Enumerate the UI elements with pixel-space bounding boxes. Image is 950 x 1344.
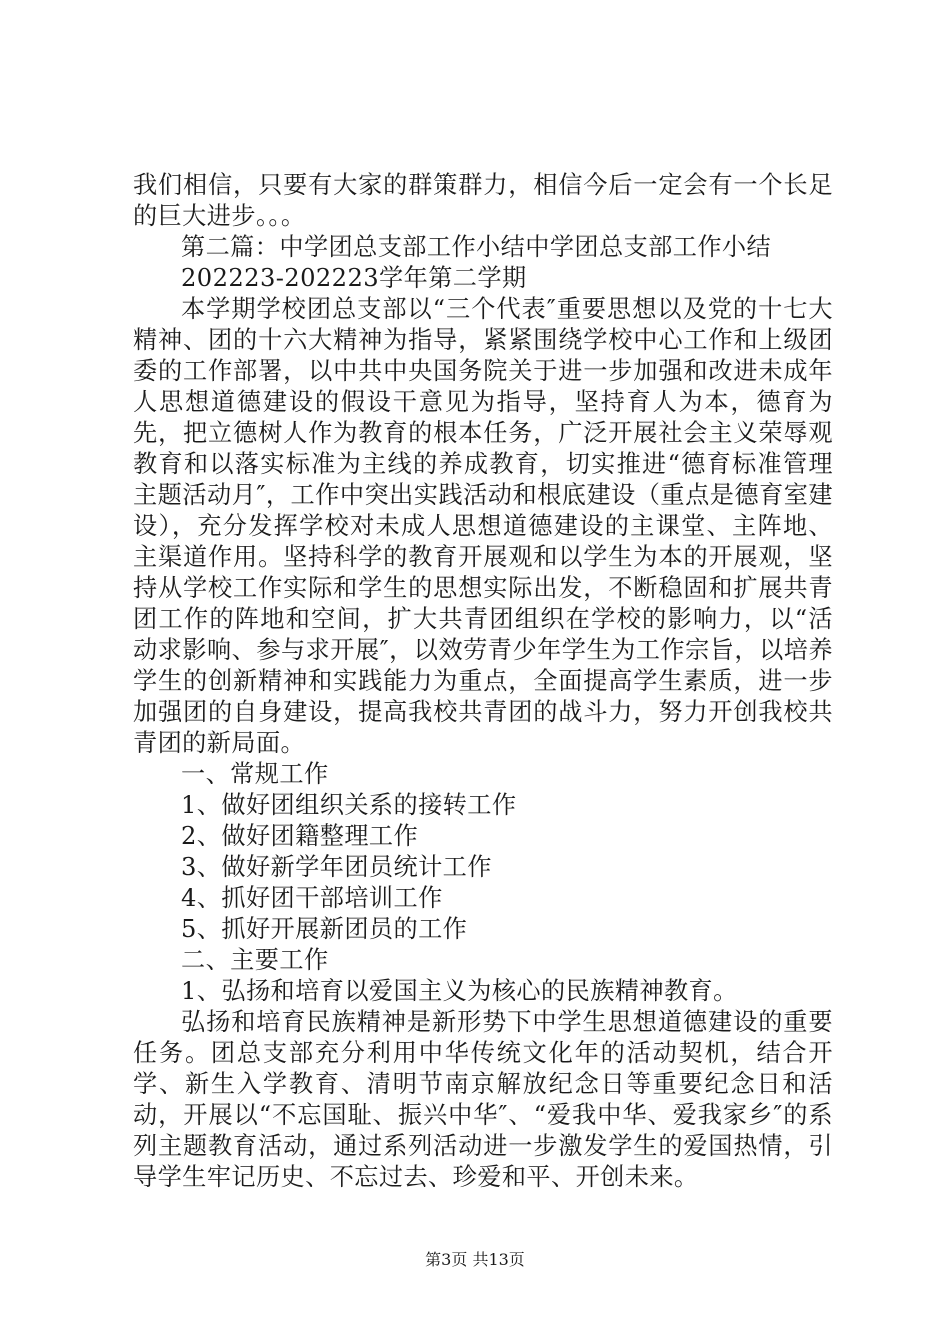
list-item: 4、抓好团干部培训工作 <box>181 884 443 912</box>
paragraph-national-spirit: 弘扬和培育民族精神是新形势下中学生思想道德建设的重要任务。团总支部充分利用中华传统文化年的活动契机，结合开学、新生入学教育、清明节南京解放纪念日等重要纪念日和活动，开展以“不忘国耻、振兴中华″、“爱我中华、爱我家乡″的系列主题教育活动，通过系列活动进一步激发学生的爱国热情，引导学生牢记历史、不忘过去、珍爱和平、开创未来。 <box>133 1008 833 1191</box>
page-number-footer: 第3页 共13页 <box>425 1250 525 1269</box>
list-item: 1、做好团组织关系的接转工作 <box>181 791 517 819</box>
heading-main-work: 二、主要工作 <box>181 946 329 974</box>
document-body <box>133 170 833 1193</box>
paragraph-closing-remark: 我们相信，只要有大家的群策群力，相信今后一定会有一个长足的巨大进步。。。 <box>133 171 833 230</box>
list-item: 3、做好新学年团员统计工作 <box>181 853 492 881</box>
list-item: 5、抓好开展新团员的工作 <box>181 915 468 943</box>
heading-routine-work: 一、常规工作 <box>181 760 329 788</box>
section-heading-part-two: 第二篇：中学团总支部工作小结中学团总支部工作小结 <box>181 233 772 261</box>
list-item: 2、做好团籍整理工作 <box>181 822 419 850</box>
paragraph-intro: 本学期学校团总支部以“三个代表″重要思想以及党的十七大精神、团的十六大精神为指导，紧紧围绕学校中心工作和上级团委的工作部署，以中共中央国务院关于进一步加强和改进未成年人思想道德建设的假设干意见为指导，坚持育人为本，德育为先，把立德树人作为教育的根本任务，广泛开展社会主义荣辱观教育和以落实标准为主线的养成教育，切实推进“德育标准管理主题活动月″，工作中突出实践活动和根底建设（重点是德育室建设），充分发挥学校对未成人思想道德建设的主课堂、主阵地、主渠道作用。坚持科学的教育开展观和以学生为本的开展观，坚持从学校工作实际和学生的思想实际出发，不断稳固和扩展共青团工作的阵地和空间，扩大共青团组织在学校的影响力，以“活动求影响、参与求开展″，以效劳青少年学生为工作宗旨，以培养学生的创新精神和实践能力为重点，全面提高学生素质，进一步加强团的自身建设，提高我校共青团的战斗力，努力开创我校共青团的新局面。 <box>133 295 833 757</box>
term-subtitle: 202223-202223学年第二学期 <box>181 264 527 292</box>
subheading-patriotism: 1、弘扬和培育以爱国主义为核心的民族精神教育。 <box>181 977 738 1005</box>
